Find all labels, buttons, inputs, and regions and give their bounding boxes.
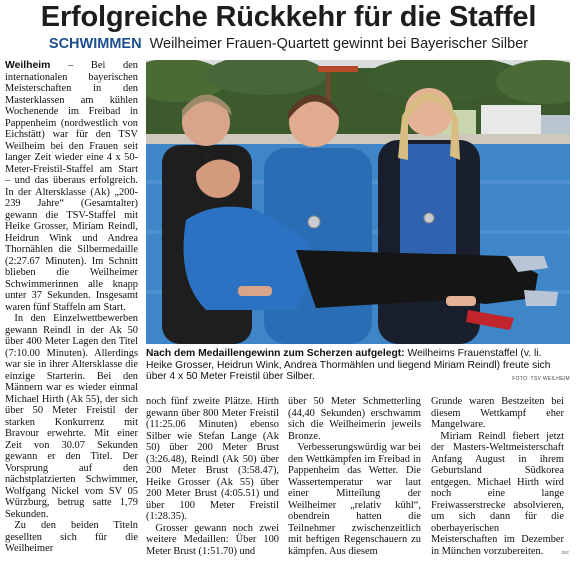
caption-lead: Nach dem Medaillengewinn zum Scherzen aufgelegt: — [146, 348, 405, 359]
article-column-4 — [431, 396, 564, 560]
article-column-2 — [146, 396, 279, 560]
paragraph: Grosser gewann noch zwei weitere Medaillen: Über 100 Meter Brust (1:51.70) und — [146, 522, 279, 557]
article-column-3 — [288, 396, 421, 560]
paragraph: Zu den beiden Titeln gesellten sich für die Weilheimer — [5, 520, 138, 554]
paragraph: In den Einzelwettbewerben gewann Reindl in der Ak 50 über 400 Meter Lagen den Titel (7:10.00 Minuten). Allerdings war sie in ihrer Altersklasse die einzige Starterin. Bei den Männern war es wieder einmal Michael Hirth (Ak 55), der sich über 50 Meter Freistil der starken Konkurrenz mit Bravour erwehrte. Mit einer Zeit von 30.07 Sekunden gewann er den Titel. Der Vorsprung auf den nächstplatzierten Schwimmer, Wolfgang Nickel vom SV 05 Würzburg, betrug satte 1,79 Sekunden. — [5, 313, 138, 520]
paragraph: über 50 Meter Schmetterling (44,40 Sekunden) erschwamm sich die Weilheimerin jeweils Bronze. — [288, 396, 421, 442]
paragraph: noch fünf zweite Plätze. Hirth gewann über 800 Meter Freistil (11:25.06 Minuten) ebenso Silber wie Stefan Lange (Ak 50) über 200 Meter Brust (3:26.48), Reindl (Ak 50) über 200 Meter Brust (3:58.47), Heike Grosser (Ak 55) über 200 Meter Brust (4:05.51) und über 100 Meter Freistil (1:28.35). — [146, 396, 279, 522]
paragraph: Verbesserungswürdig war bei den Wettkämpfen im Freibad in Pappenheim das Wetter. Die Wassertemperatur war laut einer Mitteilung der Weilheimer „relativ kühl“, obendrein hatten die Teilnehmer zwischenzeitlich mit heftigen Regenschauern zu kämpfen. Aus diesem — [288, 442, 421, 557]
paragraph — [5, 60, 138, 313]
article-column-1 — [5, 60, 138, 560]
paragraph-text: – Bei den internationalen bayerischen Meisterschaften in den Masterklassen am kühlen Wochenende im Freibad in Pappenheim (nordwestlich von Eichstätt) war für den TSV Weilheim bei den Frauen seit langer Zeit wieder eine 4 x 50-Meter-Freistil-Staffel am Start – und das überaus erfolgreich. In der Altersklasse (Ak) „200-239 Jahre“ (Gesamtalter) gewann die TSV-Staffel mit Heike Grosser, Miriam Reindl, Heidrun Wink und Andrea Thornählen die Silbermedaille (2:27.67 Minuten). Im Schnitt blieben die Weilheimer Schwimmerinnen alle knapp unter 37 Sekunden. Insgesamt waren fünf Staffeln am Start. — [5, 60, 138, 313]
author-signature: ssc — [561, 550, 569, 556]
kicker: SCHWIMMEN — [48, 36, 142, 52]
photo-credit: FOTO: TSV WEILHEIM — [512, 376, 570, 382]
subline — [0, 35, 577, 53]
caption-text: Weilheims Frauenstaffel (v. li. Heike Grosser, Heidrun Wink, Andrea Thormählen und liegend Miriam Reindl) freute sich über 4 x 50 Meter Freistil über Silber. — [146, 348, 551, 382]
deck: Weilheimer Frauen-Quartett gewinnt bei Bayerischer Silber — [149, 36, 529, 52]
paragraph: Miriam Reindl fiebert jetzt der Masters-Weltmeisterschaft Anfang August in ihrem Geburtsland Südkorea entgegen. Michael Hirth wird noch eine lange Freiwasserstrecke absolvieren, um sich dann für die oberbayerischen Meisterschaften im Dezember in München vorzubereiten. — [431, 430, 564, 557]
photo-caption — [146, 348, 570, 383]
team-photo — [146, 60, 570, 344]
dateline: Weilheim — [5, 60, 51, 71]
paragraph: Grunde waren Bestzeiten bei diesem Wettkampf eher Mangelware. — [431, 396, 564, 430]
headline: Erfolgreiche Rückkehr für die Staffel — [40, 1, 537, 33]
